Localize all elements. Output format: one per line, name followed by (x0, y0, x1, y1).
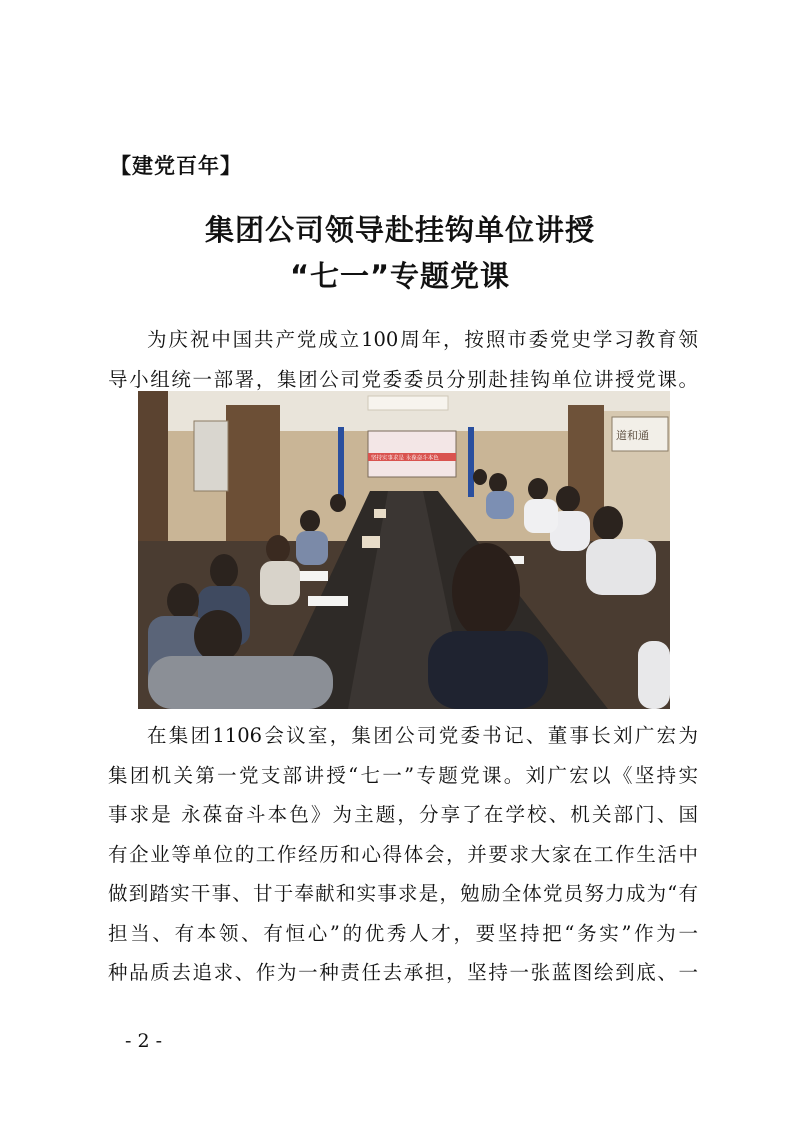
intro-paragraph (108, 320, 698, 399)
tissue-box (362, 536, 380, 548)
body-line-6: 担当、有本领、有恒心”的优秀人才，要坚持把“务实”作为一 (108, 921, 698, 945)
body-line-4: 有企业等单位的工作经历和心得体会，并要求大家在工作生活中 (108, 842, 698, 866)
article-title-line-2: “七一”专题党课 (289, 259, 511, 293)
body-line-7: 种品质去追求、作为一种责任去承担，坚持一张蓝图绘到底、一 (108, 961, 698, 984)
left-pillar (226, 405, 280, 555)
blue-pillar-left (338, 427, 344, 497)
column-tag: 【建党百年】 (110, 154, 242, 178)
body-line-2: 集团机关第一党支部讲授“七一”专题党课。刘广宏以《坚持实 (108, 763, 698, 787)
page-number: - 2 - (125, 1030, 163, 1052)
tissue-box (374, 509, 386, 518)
blue-pillar-right (468, 427, 474, 497)
screen-text: 坚持实事求是 永葆奋斗本色 (371, 455, 439, 462)
intro-line-2: 导小组统一部署，集团公司党委委员分别赴挂钩单位讲授党课。 (108, 367, 698, 391)
meeting-photo-illustration (138, 391, 670, 709)
left-window (194, 421, 228, 491)
wall-calligraphy-text: 道和通 (616, 429, 649, 442)
body-line-1: 在集团1106会议室，集团公司党委书记、董事长刘广宏为 (147, 724, 698, 747)
ceiling-light (368, 396, 448, 410)
body-line-5: 做到踏实干事、甘于奉献和实事求是，勉励全体党员努力成为“有 (108, 882, 698, 905)
meeting-photo (138, 391, 670, 709)
article-title-line-1: 集团公司领导赴挂钩单位讲授 (204, 213, 595, 247)
body-paragraph (108, 716, 698, 993)
body-line-3: 事求是 永葆奋斗本色》为主题，分享了在学校、机关部门、国 (108, 803, 698, 826)
table-paper (308, 596, 348, 606)
intro-line-1: 为庆祝中国共产党成立100周年，按照市委党史学习教育领 (147, 328, 698, 351)
